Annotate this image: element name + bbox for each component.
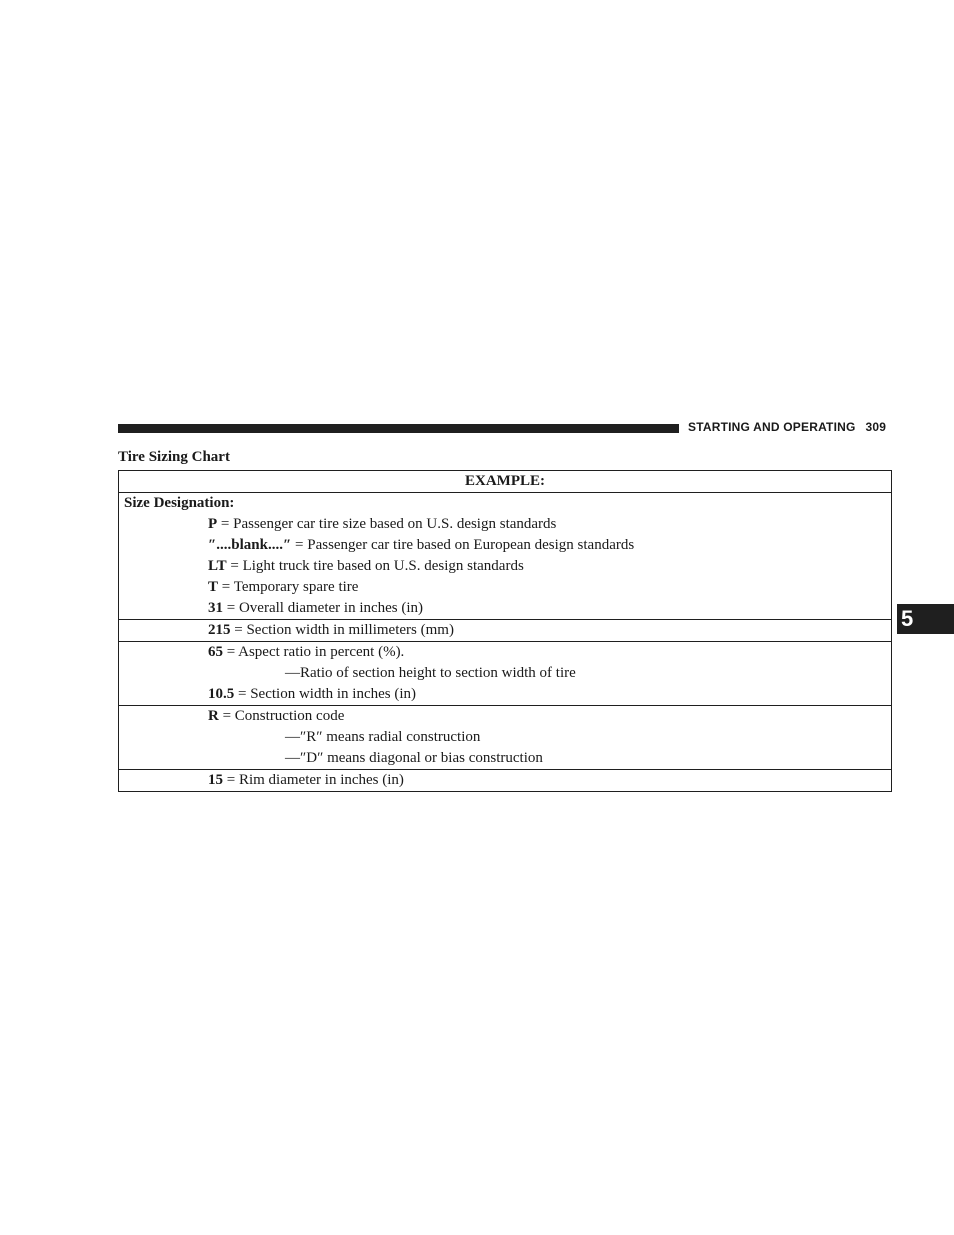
table-cell (119, 642, 892, 706)
code: 215 (208, 622, 231, 638)
code: P (208, 516, 218, 532)
code: ″....blank....″ (208, 537, 292, 553)
list-item (119, 535, 891, 556)
list-item (119, 684, 891, 705)
table-row (119, 471, 892, 493)
code: 15 (208, 772, 223, 788)
description: = Construction code (218, 708, 345, 724)
list-item (119, 577, 891, 598)
table-cell (119, 620, 892, 642)
table-heading: EXAMPLE: (119, 471, 892, 493)
section-title: Tire Sizing Chart (118, 449, 230, 465)
list-item-note: —″D″ means diagonal or bias construction (285, 750, 543, 766)
tire-sizing-table (118, 470, 892, 792)
code: T (208, 579, 219, 595)
code: 10.5 (208, 686, 235, 702)
list-item (119, 706, 891, 727)
running-header (688, 420, 886, 434)
table-row (119, 770, 892, 792)
list-item (119, 556, 891, 577)
list-item (119, 642, 891, 663)
table-row (119, 620, 892, 642)
code: 31 (208, 600, 223, 616)
description: = Section width in millimeters (mm) (230, 622, 454, 638)
code: R (208, 708, 219, 724)
list-item (119, 770, 891, 791)
table-row (119, 706, 892, 770)
description: = Overall diameter in inches (in) (223, 600, 424, 616)
list-item (119, 598, 891, 619)
description: = Aspect ratio in percent (%). (223, 644, 405, 660)
list-item (119, 620, 891, 641)
size-designation-label: Size Designation: (124, 495, 235, 511)
code: 65 (208, 644, 223, 660)
table-cell (119, 493, 892, 620)
section-name: STARTING AND OPERATING (688, 420, 856, 434)
table-row (119, 493, 892, 620)
table-row (119, 642, 892, 706)
description: = Rim diameter in inches (in) (223, 772, 404, 788)
chapter-tab: 5 (897, 604, 954, 634)
code: LT (208, 558, 227, 574)
description: = Section width in inches (in) (234, 686, 417, 702)
table-cell (119, 770, 892, 792)
page-number: 309 (865, 420, 887, 434)
description: = Passenger car tire size based on U.S. design standards (217, 516, 557, 532)
description: = Light truck tire based on U.S. design standards (226, 558, 524, 574)
list-item-note: —″R″ means radial construction (285, 729, 481, 745)
description: = Temporary spare tire (218, 579, 359, 595)
description: = Passenger car tire based on European design standards (291, 537, 635, 553)
list-item-note: —Ratio of section height to section width of tire (285, 665, 576, 681)
header-rule (118, 424, 679, 433)
list-item (119, 514, 891, 535)
table-cell (119, 706, 892, 770)
